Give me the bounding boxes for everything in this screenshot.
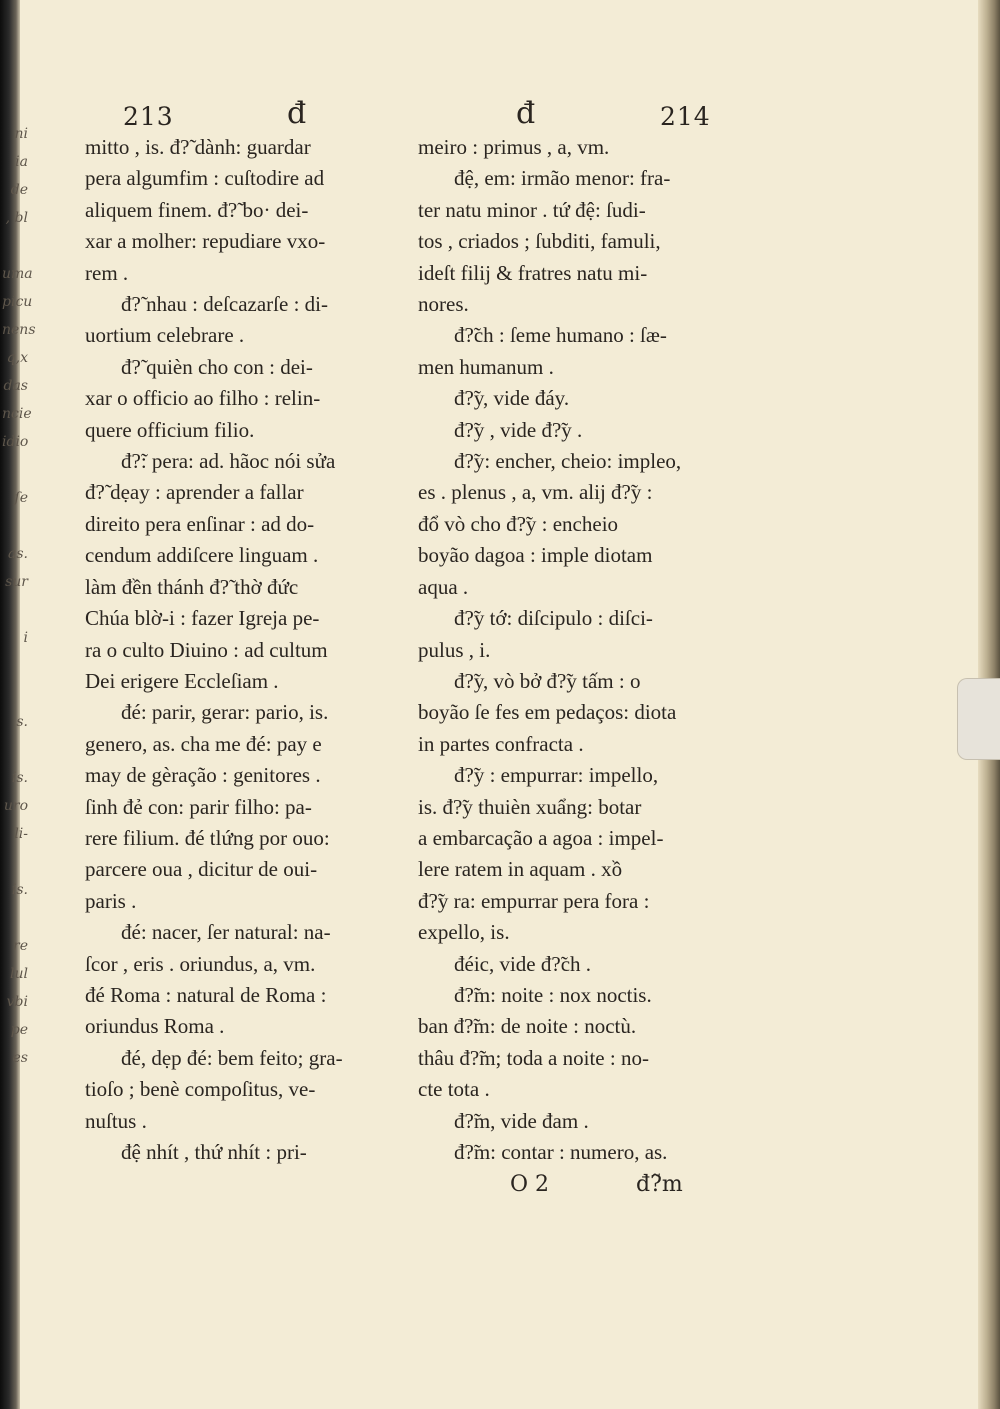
right-entries — [418, 132, 728, 1168]
left-line: đ?̃ nhau : deſcazarſe : di- — [121, 292, 328, 317]
left-line: Chúa blờ-i : fazer Igreja pe- — [85, 606, 320, 631]
left-line: may de gèração : genitores . — [85, 763, 321, 788]
left-line: direito pera enſinar : ad do- — [85, 511, 315, 536]
right-line: ter natu minor . tứ đệ: ſudi- — [418, 197, 646, 222]
right-line: nores. — [418, 292, 469, 317]
right-line: đ?̃ch : ſeme humano : ſæ- — [454, 323, 667, 348]
left-page-number: 213 — [123, 102, 174, 131]
left-line: paris . — [85, 888, 137, 913]
right-line: đ?̃y, vò bở đ?̃y tấm : o — [454, 668, 641, 693]
left-line: quere officium filio. — [85, 417, 255, 442]
right-page — [418, 92, 728, 1198]
right-line: đ?̃y , vide đ?̃y . — [454, 417, 583, 442]
right-line: thâu đ?̃m; toda a noite : no- — [418, 1045, 649, 1070]
right-line: ideſt filij & fratres natu mi- — [418, 260, 648, 285]
left-line: aliquem finem. đ?̃ bo· dei- — [85, 197, 309, 222]
right-line: is. đ?̃y thuièn xuẩng: botar — [418, 794, 642, 819]
right-line: boyão ſe fes em pedaços: diota — [418, 700, 677, 725]
left-line: pera algumfim : cuſtodire ad — [85, 166, 325, 191]
left-line: đ?̃: pera: ad. hãoc nói sửa — [121, 449, 336, 474]
right-line: expello, is. — [418, 920, 510, 945]
right-line: đéic, vide đ?̃ch . — [454, 951, 592, 976]
right-line: đ?̃m: contar : numero, as. — [454, 1140, 668, 1164]
right-running-head — [418, 92, 728, 132]
left-line: mitto , is. đ?̃ dành: guardar — [85, 135, 311, 159]
catchword: đ?̃m — [636, 1172, 683, 1198]
right-line: đ?̃y: encher, cheio: impleo, — [454, 449, 682, 474]
left-head-letter: đ — [287, 96, 307, 131]
signature-mark: O 2 — [510, 1172, 550, 1198]
left-line: nuſtus . — [85, 1108, 147, 1133]
left-line: đ?̃ quièn cho con : dei- — [121, 354, 313, 379]
right-line: ban đ?̃m: de noite : noctù. — [418, 1014, 637, 1039]
left-entries — [85, 132, 405, 1168]
right-line: đ?̃y, vide đáy. — [454, 386, 570, 411]
left-line: ſinh đẻ con: parir filho: pa- — [85, 794, 312, 819]
left-line: ſcor , eris . oriundus, a, vm. — [85, 951, 316, 976]
left-line: đé: parir, gerar: pario, is. — [121, 700, 329, 725]
right-line: a embarcação a agoa : impel- — [418, 825, 664, 850]
left-line: cendum addiſcere linguam . — [85, 543, 319, 568]
left-line: parcere oua , dicitur de oui- — [85, 857, 318, 882]
right-line: tos , criados ; ſubditi, famuli, — [418, 229, 661, 254]
page-footer — [418, 1172, 728, 1212]
left-line: ra o culto Diuino : ad cultum — [85, 637, 328, 662]
left-running-head — [85, 92, 405, 132]
left-line: đệ nhít , thứ nhít : pri- — [121, 1140, 307, 1164]
right-line: đ?̃m, vide đam . — [454, 1108, 589, 1133]
right-line: cte tota . — [418, 1077, 490, 1102]
right-line: meiro : primus , a, vm. — [418, 135, 610, 159]
right-line: đ?̃y ra: empurrar pera fora : — [418, 888, 650, 913]
left-page — [85, 92, 405, 1172]
left-line: đé, dẹp đé: bem feito; gra- — [121, 1045, 343, 1070]
right-line: es . plenus , a, vm. alij đ?̃y : — [418, 480, 653, 505]
left-line: xar o officio ao filho : relin- — [85, 386, 321, 411]
left-line: đ?̃ dẹay : aprender a fallar — [85, 480, 304, 505]
facing-page-fragments: ni ia de , bl uma picu nens q,x das ncie idio ſe as. sur i s. is. uro li- is. re lul vbi pe es — [2, 126, 36, 1066]
left-line: genero, as. cha me đé: pay e — [85, 731, 322, 756]
right-line: đ?̃m: noite : nox noctis. — [454, 982, 652, 1007]
left-line: tioſo ; benè compoſitus, ve- — [85, 1077, 316, 1102]
right-head-letter: đ — [516, 96, 536, 131]
left-line: rem . — [85, 260, 129, 285]
right-line: aqua . — [418, 574, 469, 599]
right-line: pulus , i. — [418, 637, 491, 662]
bookmark-tab — [957, 678, 1000, 760]
right-line: đ?̃y tớ: diſcipulo : diſci- — [454, 606, 653, 631]
right-line: đổ vò cho đ?̃y : encheio — [418, 511, 619, 536]
right-line: đ?̃y : empurrar: impello, — [454, 763, 659, 788]
right-page-number: 214 — [660, 102, 711, 131]
left-line: làm đền thánh đ?̃ thờ đức — [85, 574, 299, 599]
left-line: uortium celebrare . — [85, 323, 245, 348]
left-line: đé Roma : natural de Roma : — [85, 982, 327, 1007]
left-line: rere filium. đé tlứng por ouo: — [85, 825, 330, 850]
left-line: Dei erigere Eccleſiam . — [85, 668, 279, 693]
right-line: boyão dagoa : imple diotam — [418, 543, 653, 568]
right-line: in partes confracta . — [418, 731, 584, 756]
left-line: oriundus Roma . — [85, 1014, 225, 1039]
right-line: men humanum . — [418, 354, 554, 379]
right-line: lere ratem in aquam . xồ — [418, 857, 623, 882]
left-line: xar a molher: repudiare vxo- — [85, 229, 326, 254]
left-line: đé: nacer, ſer natural: na- — [121, 920, 331, 945]
right-line: đệ, em: irmão menor: fra- — [454, 166, 671, 191]
